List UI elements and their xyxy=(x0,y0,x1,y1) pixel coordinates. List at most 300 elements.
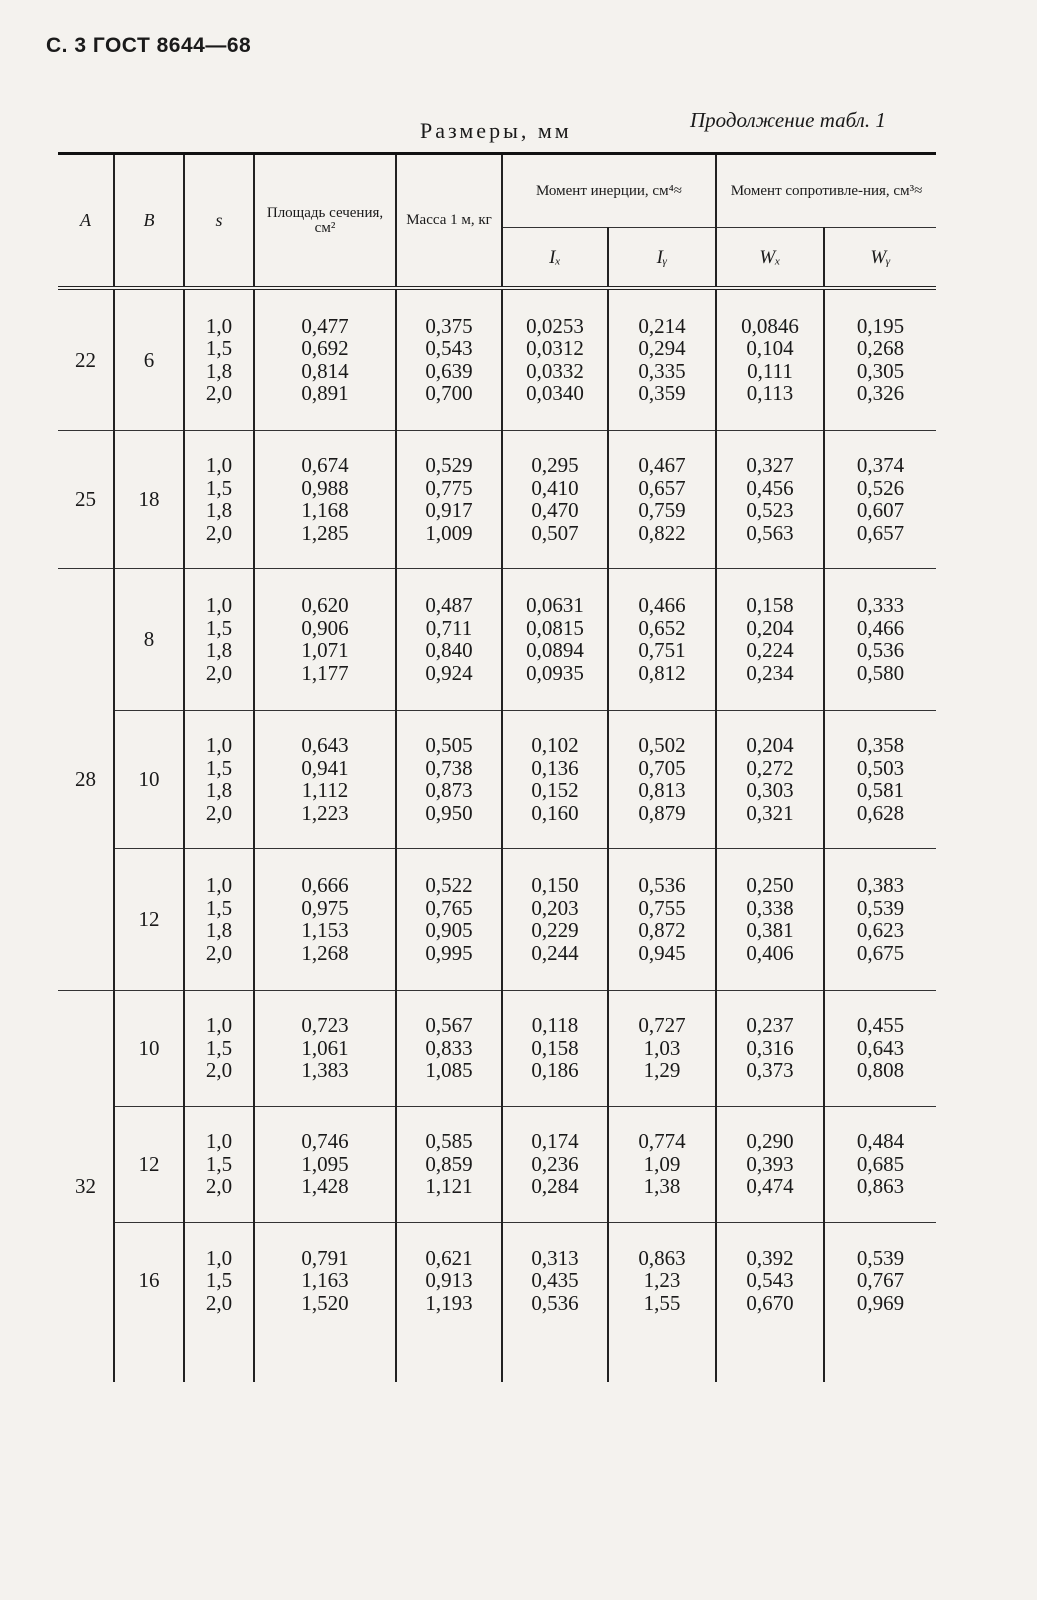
cell-a: 22 xyxy=(58,288,114,430)
value: 2,0 xyxy=(205,800,233,825)
units-caption: Размеры, мм xyxy=(420,118,572,143)
cell-mass xyxy=(396,1222,502,1338)
value: 1,38 xyxy=(643,1174,681,1199)
value: 1,29 xyxy=(643,1058,681,1083)
value: 2,0 xyxy=(205,1058,233,1083)
value: 0,502 xyxy=(638,733,686,757)
value: 0,470 xyxy=(531,498,579,522)
value: 1,085 xyxy=(425,1058,473,1083)
cell-mass xyxy=(396,288,502,430)
value: 0,321 xyxy=(746,800,794,825)
value: 0,118 xyxy=(531,1013,579,1038)
value: 1,009 xyxy=(425,520,473,545)
value: 0,305 xyxy=(856,358,905,383)
value: 0,767 xyxy=(856,1268,905,1292)
value: 0,373 xyxy=(746,1058,794,1083)
value: 1,0 xyxy=(205,453,233,477)
header-b: B xyxy=(114,154,184,289)
cell-area xyxy=(254,990,396,1106)
value: 0,563 xyxy=(746,520,794,545)
value: 0,536 xyxy=(856,638,905,662)
cell-ix xyxy=(502,990,608,1106)
table-header xyxy=(58,154,936,289)
value: 0,111 xyxy=(747,358,793,383)
value: 1,153 xyxy=(301,918,349,942)
value: 2,0 xyxy=(205,660,233,685)
value: 0,160 xyxy=(531,800,579,825)
value: 1,112 xyxy=(301,778,349,802)
value: 0,456 xyxy=(746,475,794,500)
value: 0,410 xyxy=(531,475,579,500)
value: 0,643 xyxy=(301,733,349,757)
cell-mass xyxy=(396,710,502,848)
value: 0,244 xyxy=(531,940,579,965)
value: 1,0 xyxy=(205,1013,233,1038)
cell-iy xyxy=(608,990,716,1106)
value: 0,284 xyxy=(531,1174,579,1199)
value: 0,203 xyxy=(531,895,579,920)
header-resistance: Момент сопротивле-ния, см³≈ xyxy=(716,154,936,228)
value: 1,5 xyxy=(205,755,233,780)
value: 2,0 xyxy=(205,1174,233,1199)
value: 0,774 xyxy=(638,1129,686,1154)
cell-s xyxy=(184,568,254,710)
value: 2,0 xyxy=(205,1290,233,1315)
cell-mass xyxy=(396,568,502,710)
value: 0,539 xyxy=(856,1245,905,1270)
cell-wy xyxy=(824,288,936,430)
value: 0,136 xyxy=(531,755,579,780)
cell-area xyxy=(254,710,396,848)
value: 0,536 xyxy=(638,873,686,897)
value: 0,543 xyxy=(746,1268,794,1292)
value: 1,168 xyxy=(301,498,349,522)
header-ix: Iₓ xyxy=(502,228,608,289)
value: 0,204 xyxy=(746,733,794,757)
cell-s xyxy=(184,1106,254,1222)
value: 0,775 xyxy=(425,475,473,500)
value: 0,113 xyxy=(746,381,794,406)
value: 0,326 xyxy=(856,381,905,406)
value: 0,808 xyxy=(856,1058,905,1083)
value: 0,150 xyxy=(531,873,579,897)
value: 0,670 xyxy=(746,1290,794,1315)
value: 1,5 xyxy=(205,895,233,920)
value: 1,383 xyxy=(301,1058,349,1083)
value: 0,295 xyxy=(531,453,579,477)
value: 1,223 xyxy=(301,800,349,825)
value: 0,833 xyxy=(425,1035,473,1060)
table-body xyxy=(58,288,936,1382)
empty-cell xyxy=(114,1338,184,1382)
cell-area xyxy=(254,1106,396,1222)
value: 0,657 xyxy=(856,520,905,545)
cell-b: 12 xyxy=(114,1106,184,1222)
value: 0,152 xyxy=(531,778,579,802)
value: 0,652 xyxy=(638,615,686,640)
value: 0,522 xyxy=(425,873,473,897)
cell-s xyxy=(184,430,254,568)
cell-iy xyxy=(608,430,716,568)
value: 0,685 xyxy=(856,1151,905,1176)
value: 0,759 xyxy=(638,498,686,522)
value: 0,879 xyxy=(638,800,686,825)
value: 0,392 xyxy=(746,1245,794,1270)
cell-b: 18 xyxy=(114,430,184,568)
value: 1,5 xyxy=(205,1151,233,1176)
value: 2,0 xyxy=(205,520,233,545)
value: 1,03 xyxy=(643,1035,681,1060)
cell-wy xyxy=(824,848,936,990)
value: 0,567 xyxy=(425,1013,473,1038)
value: 0,393 xyxy=(746,1151,794,1176)
value: 0,158 xyxy=(531,1035,579,1060)
cell-wy xyxy=(824,1106,936,1222)
value: 0,723 xyxy=(301,1013,349,1038)
value: 0,863 xyxy=(856,1174,905,1199)
value: 0,813 xyxy=(638,778,686,802)
cell-area xyxy=(254,848,396,990)
value: 0,945 xyxy=(638,940,686,965)
value: 1,8 xyxy=(205,778,233,802)
value: 1,520 xyxy=(301,1290,349,1315)
value: 0,0935 xyxy=(526,660,584,685)
value: 0,623 xyxy=(856,918,905,942)
cell-iy xyxy=(608,1106,716,1222)
cell-wx xyxy=(716,1106,824,1222)
value: 0,727 xyxy=(638,1013,686,1038)
value: 0,975 xyxy=(301,895,349,920)
table-row xyxy=(58,990,936,1106)
value: 0,628 xyxy=(856,800,905,825)
value: 0,234 xyxy=(746,660,794,685)
value: 1,5 xyxy=(205,336,233,361)
value: 1,177 xyxy=(301,660,349,685)
table-row xyxy=(58,848,936,990)
cell-ix xyxy=(502,1106,608,1222)
value: 1,061 xyxy=(301,1035,349,1060)
value: 0,711 xyxy=(425,615,473,640)
value: 0,643 xyxy=(856,1035,905,1060)
value: 0,751 xyxy=(638,638,686,662)
cell-b: 6 xyxy=(114,288,184,430)
cell-b: 12 xyxy=(114,848,184,990)
value: 0,195 xyxy=(856,313,905,338)
value: 0,859 xyxy=(425,1151,473,1176)
value: 0,941 xyxy=(301,755,349,780)
value: 0,374 xyxy=(856,453,905,477)
cell-wy xyxy=(824,990,936,1106)
value: 0,988 xyxy=(301,475,349,500)
value: 1,428 xyxy=(301,1174,349,1199)
value: 0,950 xyxy=(425,800,473,825)
cell-s xyxy=(184,710,254,848)
value: 1,09 xyxy=(643,1151,681,1176)
value: 0,0312 xyxy=(526,336,584,361)
cell-wx xyxy=(716,568,824,710)
value: 0,791 xyxy=(301,1245,349,1270)
value: 0,692 xyxy=(301,336,349,361)
cell-mass xyxy=(396,430,502,568)
table-row xyxy=(58,710,936,848)
cell-wx xyxy=(716,710,824,848)
value: 0,917 xyxy=(425,498,473,522)
empty-cell xyxy=(716,1338,824,1382)
cell-a: 28 xyxy=(58,568,114,990)
empty-cell xyxy=(254,1338,396,1382)
cell-wy xyxy=(824,1222,936,1338)
value: 0,812 xyxy=(638,660,686,685)
value: 0,477 xyxy=(301,313,349,338)
value: 2,0 xyxy=(205,381,233,406)
cell-iy xyxy=(608,568,716,710)
value: 0,607 xyxy=(856,498,905,522)
cell-mass xyxy=(396,1106,502,1222)
cell-ix xyxy=(502,288,608,430)
value: 1,0 xyxy=(205,1245,233,1270)
value: 0,746 xyxy=(301,1129,349,1154)
value: 0,294 xyxy=(638,336,686,361)
value: 0,620 xyxy=(301,593,349,617)
value: 1,5 xyxy=(205,1035,233,1060)
cell-wx xyxy=(716,288,824,430)
cell-ix xyxy=(502,1222,608,1338)
value: 0,375 xyxy=(425,313,473,338)
value: 1,268 xyxy=(301,940,349,965)
value: 1,0 xyxy=(205,313,233,338)
value: 0,0815 xyxy=(526,615,584,640)
value: 0,250 xyxy=(746,873,794,897)
cell-ix xyxy=(502,430,608,568)
value: 0,272 xyxy=(746,755,794,780)
header-iy: Iᵧ xyxy=(608,228,716,289)
header-s: s xyxy=(184,154,254,289)
value: 0,891 xyxy=(301,381,349,406)
cell-b: 10 xyxy=(114,710,184,848)
cell-wx xyxy=(716,430,824,568)
value: 0,539 xyxy=(856,895,905,920)
empty-cell xyxy=(824,1338,936,1382)
cell-ix xyxy=(502,568,608,710)
value: 0,338 xyxy=(746,895,794,920)
value: 0,840 xyxy=(425,638,473,662)
value: 0,814 xyxy=(301,358,349,383)
value: 0,674 xyxy=(301,453,349,477)
cell-a: 32 xyxy=(58,990,114,1382)
value: 1,0 xyxy=(205,593,233,617)
table-row xyxy=(58,1222,936,1338)
value: 0,543 xyxy=(425,336,473,361)
value: 0,738 xyxy=(425,755,473,780)
value: 0,381 xyxy=(746,918,794,942)
value: 0,822 xyxy=(638,520,686,545)
value: 0,675 xyxy=(856,940,905,965)
header-a: A xyxy=(58,154,114,289)
value: 0,466 xyxy=(638,593,686,617)
cell-wy xyxy=(824,430,936,568)
table-row xyxy=(58,568,936,710)
value: 0,333 xyxy=(856,593,905,617)
cell-iy xyxy=(608,1222,716,1338)
value: 1,121 xyxy=(425,1174,473,1199)
value: 0,158 xyxy=(746,593,794,617)
value: 0,290 xyxy=(746,1129,794,1154)
value: 0,969 xyxy=(856,1290,905,1315)
header-mass: Масса 1 м, кг xyxy=(396,154,502,289)
value: 1,0 xyxy=(205,1129,233,1154)
value: 1,23 xyxy=(643,1268,681,1292)
value: 1,0 xyxy=(205,733,233,757)
empty-cell xyxy=(502,1338,608,1382)
continuation-label: Продолжение табл. 1 xyxy=(690,108,886,132)
value: 0,523 xyxy=(746,498,794,522)
value: 1,193 xyxy=(425,1290,473,1315)
cell-area xyxy=(254,1222,396,1338)
cell-s xyxy=(184,990,254,1106)
header-area: Площадь сечения, см² xyxy=(254,154,396,289)
value: 0,755 xyxy=(638,895,686,920)
value: 0,666 xyxy=(301,873,349,897)
value: 0,863 xyxy=(638,1245,686,1270)
table-row xyxy=(58,430,936,568)
value: 0,0340 xyxy=(526,381,584,406)
value: 1,8 xyxy=(205,918,233,942)
value: 0,924 xyxy=(425,660,473,685)
table-row xyxy=(58,288,936,430)
dimensions-table xyxy=(58,152,936,1382)
cell-mass xyxy=(396,990,502,1106)
value: 0,503 xyxy=(856,755,905,780)
value: 0,639 xyxy=(425,358,473,383)
value: 1,5 xyxy=(205,1268,233,1292)
value: 0,214 xyxy=(638,313,686,338)
value: 0,621 xyxy=(425,1245,473,1270)
value: 0,0894 xyxy=(526,638,584,662)
cell-ix xyxy=(502,848,608,990)
value: 0,435 xyxy=(531,1268,579,1292)
value: 0,0846 xyxy=(741,313,799,338)
cell-b: 10 xyxy=(114,990,184,1106)
cell-iy xyxy=(608,710,716,848)
value: 1,5 xyxy=(205,615,233,640)
header-wy: Wᵧ xyxy=(824,228,936,289)
cell-wx xyxy=(716,848,824,990)
value: 0,657 xyxy=(638,475,686,500)
value: 0,237 xyxy=(746,1013,794,1038)
value: 0,487 xyxy=(425,593,473,617)
value: 0,474 xyxy=(746,1174,794,1199)
value: 1,5 xyxy=(205,475,233,500)
cell-wx xyxy=(716,1222,824,1338)
value: 0,358 xyxy=(856,733,905,757)
value: 0,303 xyxy=(746,778,794,802)
cell-iy xyxy=(608,288,716,430)
value: 0,174 xyxy=(531,1129,579,1154)
cell-s xyxy=(184,848,254,990)
value: 0,186 xyxy=(531,1058,579,1083)
value: 0,505 xyxy=(425,733,473,757)
value: 0,229 xyxy=(531,918,579,942)
value: 0,224 xyxy=(746,638,794,662)
value: 0,316 xyxy=(746,1035,794,1060)
cell-s xyxy=(184,1222,254,1338)
value: 0,906 xyxy=(301,615,349,640)
value: 0,359 xyxy=(638,381,686,406)
cell-wy xyxy=(824,568,936,710)
value: 0,484 xyxy=(856,1129,905,1154)
value: 0,905 xyxy=(425,918,473,942)
value: 1,163 xyxy=(301,1268,349,1292)
value: 1,8 xyxy=(205,358,233,383)
cell-s xyxy=(184,288,254,430)
value: 0,873 xyxy=(425,778,473,802)
cell-area xyxy=(254,568,396,710)
header-wx: Wₓ xyxy=(716,228,824,289)
value: 2,0 xyxy=(205,940,233,965)
cell-iy xyxy=(608,848,716,990)
value: 0,913 xyxy=(425,1268,473,1292)
value: 0,0631 xyxy=(526,593,584,617)
header-inertia: Момент инерции, см⁴≈ xyxy=(502,154,716,228)
value: 0,455 xyxy=(856,1013,905,1038)
value: 0,102 xyxy=(531,733,579,757)
cell-wy xyxy=(824,710,936,848)
value: 0,529 xyxy=(425,453,473,477)
cell-b: 8 xyxy=(114,568,184,710)
cell-wx xyxy=(716,990,824,1106)
value: 1,285 xyxy=(301,520,349,545)
value: 0,104 xyxy=(746,336,794,361)
value: 0,406 xyxy=(746,940,794,965)
value: 0,313 xyxy=(531,1245,579,1270)
cell-mass xyxy=(396,848,502,990)
value: 1,8 xyxy=(205,498,233,522)
value: 0,466 xyxy=(856,615,905,640)
value: 0,765 xyxy=(425,895,473,920)
value: 1,071 xyxy=(301,638,349,662)
value: 1,095 xyxy=(301,1151,349,1176)
value: 0,536 xyxy=(531,1290,579,1315)
value: 0,705 xyxy=(638,755,686,780)
value: 0,383 xyxy=(856,873,905,897)
cell-ix xyxy=(502,710,608,848)
value: 0,580 xyxy=(856,660,905,685)
table-row xyxy=(58,1106,936,1222)
value: 0,872 xyxy=(638,918,686,942)
value: 0,327 xyxy=(746,453,794,477)
value: 1,8 xyxy=(205,638,233,662)
cell-area xyxy=(254,288,396,430)
value: 0,0253 xyxy=(526,313,584,338)
value: 0,581 xyxy=(856,778,905,802)
cell-area xyxy=(254,430,396,568)
table-tail-row xyxy=(58,1338,936,1382)
value: 0,995 xyxy=(425,940,473,965)
value: 0,204 xyxy=(746,615,794,640)
value: 1,0 xyxy=(205,873,233,897)
page-header: С. 3 ГОСТ 8644—68 xyxy=(46,34,252,57)
value: 0,0332 xyxy=(526,358,584,383)
cell-b: 16 xyxy=(114,1222,184,1338)
value: 0,585 xyxy=(425,1129,473,1154)
value: 0,335 xyxy=(638,358,686,383)
cell-a: 25 xyxy=(58,430,114,568)
value: 0,268 xyxy=(856,336,905,361)
empty-cell xyxy=(396,1338,502,1382)
value: 0,526 xyxy=(856,475,905,500)
value: 0,507 xyxy=(531,520,579,545)
empty-cell xyxy=(608,1338,716,1382)
